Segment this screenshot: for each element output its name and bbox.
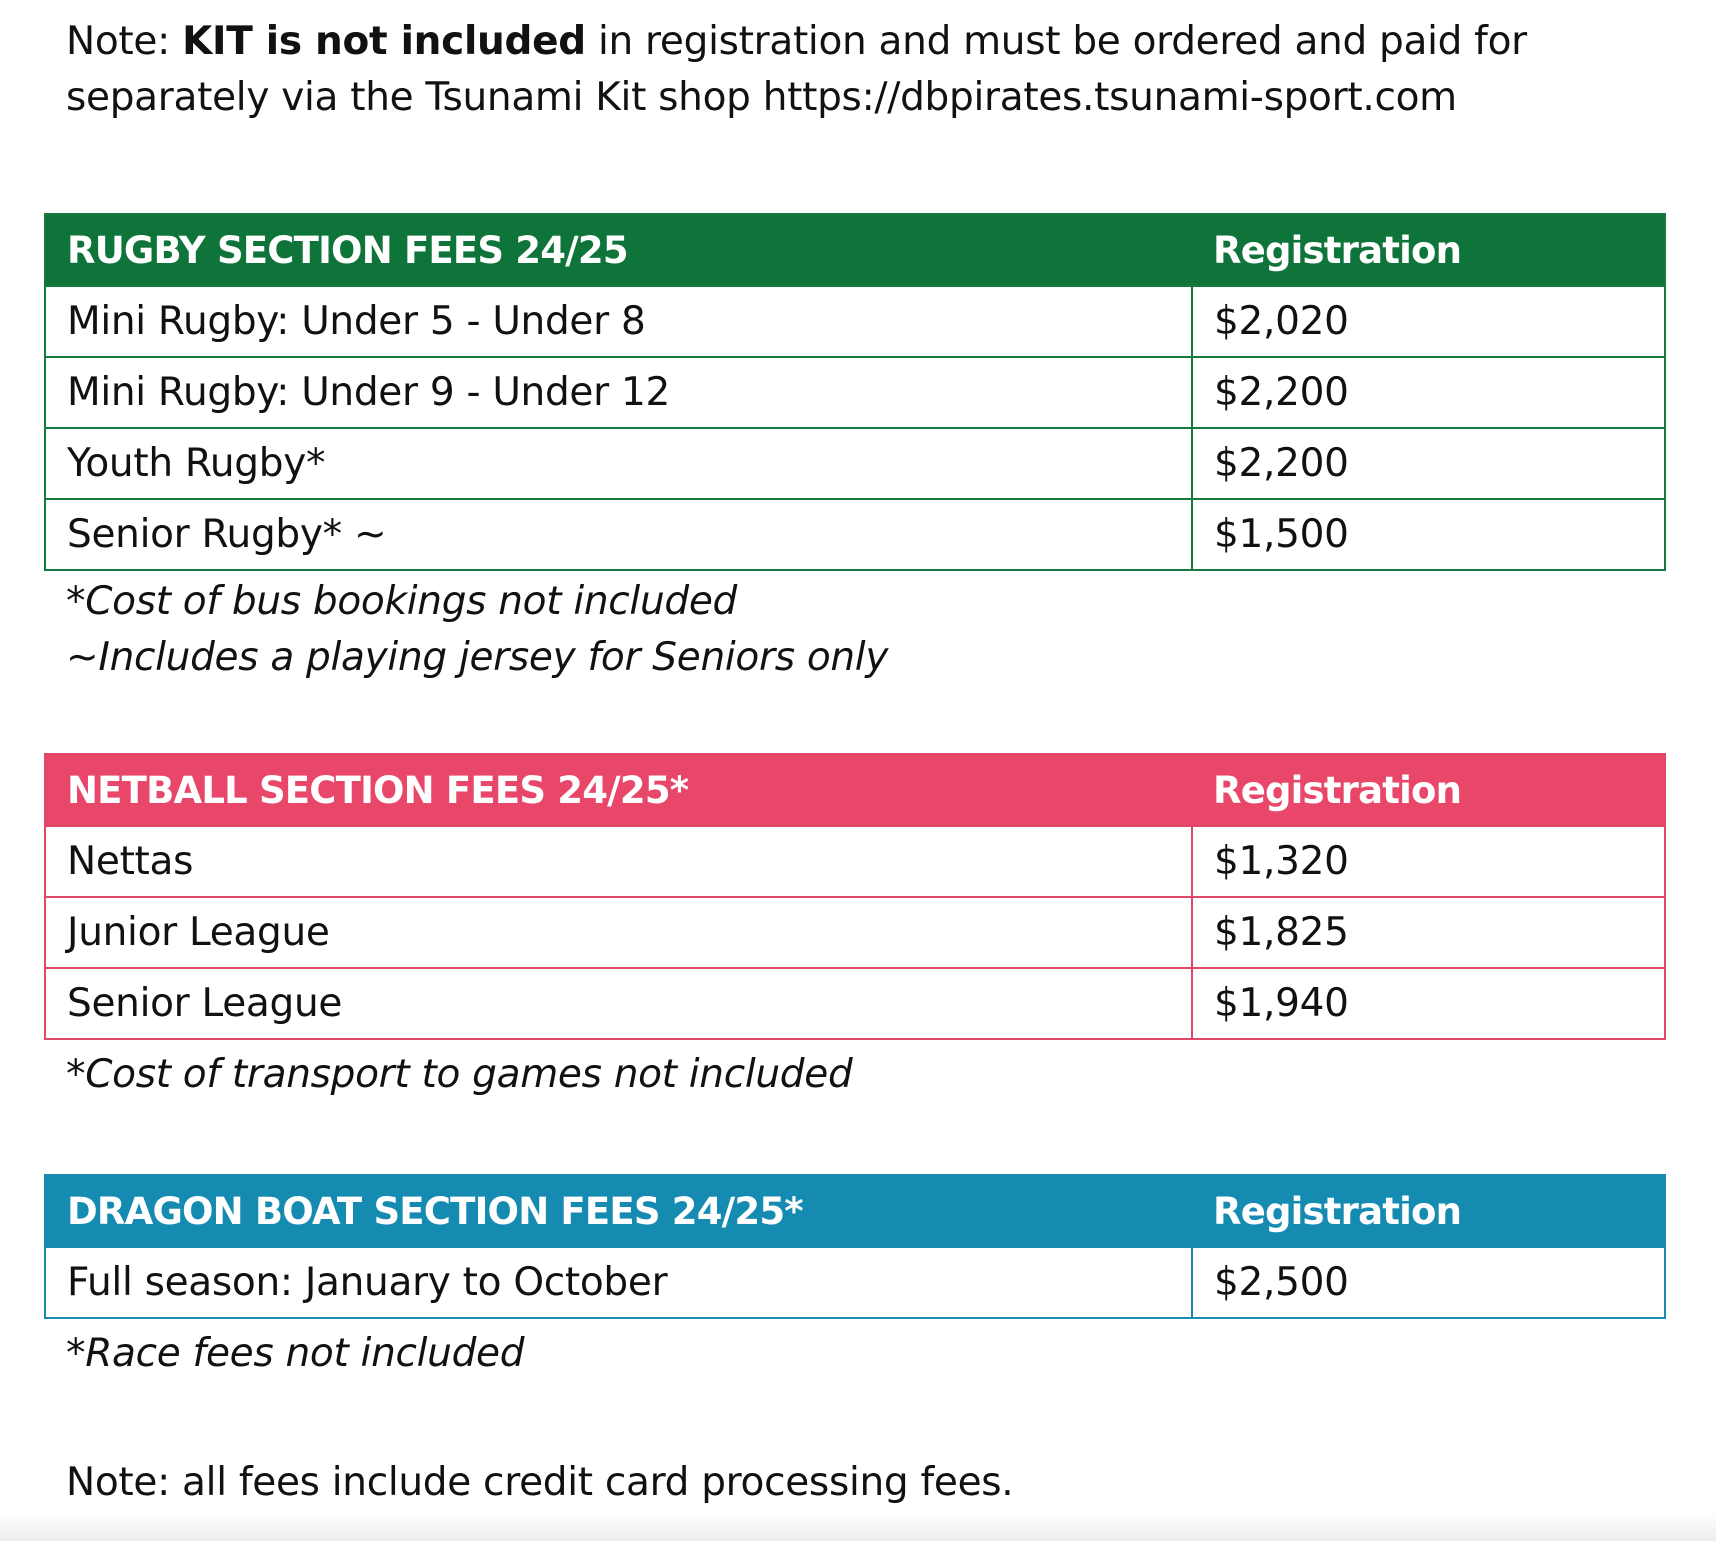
dragon-boat-registration-header: Registration [1192,1175,1665,1247]
netball-header-row [45,754,1665,826]
rugby-footnote-jersey: ~Includes a playing jersey for Seniors only [66,635,889,680]
kit-note [66,14,1686,126]
rugby-fees-table [44,213,1666,571]
fee-label: Nettas [45,826,1192,897]
fee-amount: $1,320 [1192,826,1665,897]
rugby-registration-header: Registration [1192,214,1665,286]
fee-amount: $1,500 [1192,499,1665,570]
table-row [45,428,1665,499]
bottom-shadow [0,1513,1716,1541]
fee-label: Mini Rugby: Under 5 - Under 8 [45,286,1192,357]
fee-amount: $1,825 [1192,897,1665,968]
fee-amount: $2,200 [1192,357,1665,428]
rugby-footnote-bus: *Cost of bus bookings not included [66,579,737,624]
table-row [45,499,1665,570]
dragon-boat-fees-table [44,1174,1666,1319]
processing-fees-note: Note: all fees include credit card processing fees. [66,1460,1014,1505]
fee-amount: $2,020 [1192,286,1665,357]
table-row [45,897,1665,968]
kit-note-bold: KIT is not included [182,19,586,64]
kit-note-suffix: in registration and must be ordered and paid for separately via the Tsunami Kit shop https://dbpirates.tsunami-sport.com [66,19,1527,120]
table-row [45,1247,1665,1318]
fee-label: Senior League [45,968,1192,1039]
table-row [45,286,1665,357]
dragon-boat-section-title: DRAGON BOAT SECTION FEES 24/25* [45,1175,1192,1247]
netball-fees-table [44,753,1666,1040]
netball-footnote-transport: *Cost of transport to games not included [66,1052,853,1097]
kit-note-prefix: Note: [66,19,183,64]
rugby-section-title: RUGBY SECTION FEES 24/25 [45,214,1192,286]
netball-registration-header: Registration [1192,754,1665,826]
dragon-boat-footnote-race: *Race fees not included [66,1331,525,1376]
fee-label: Mini Rugby: Under 9 - Under 12 [45,357,1192,428]
fee-amount: $1,940 [1192,968,1665,1039]
fee-label: Senior Rugby* ~ [45,499,1192,570]
table-row [45,968,1665,1039]
fee-label: Junior League [45,897,1192,968]
fee-label: Full season: January to October [45,1247,1192,1318]
netball-section-title: NETBALL SECTION FEES 24/25* [45,754,1192,826]
rugby-header-row [45,214,1665,286]
fee-label: Youth Rugby* [45,428,1192,499]
dragon-boat-header-row [45,1175,1665,1247]
fee-amount: $2,200 [1192,428,1665,499]
table-row [45,357,1665,428]
fee-amount: $2,500 [1192,1247,1665,1318]
table-row [45,826,1665,897]
